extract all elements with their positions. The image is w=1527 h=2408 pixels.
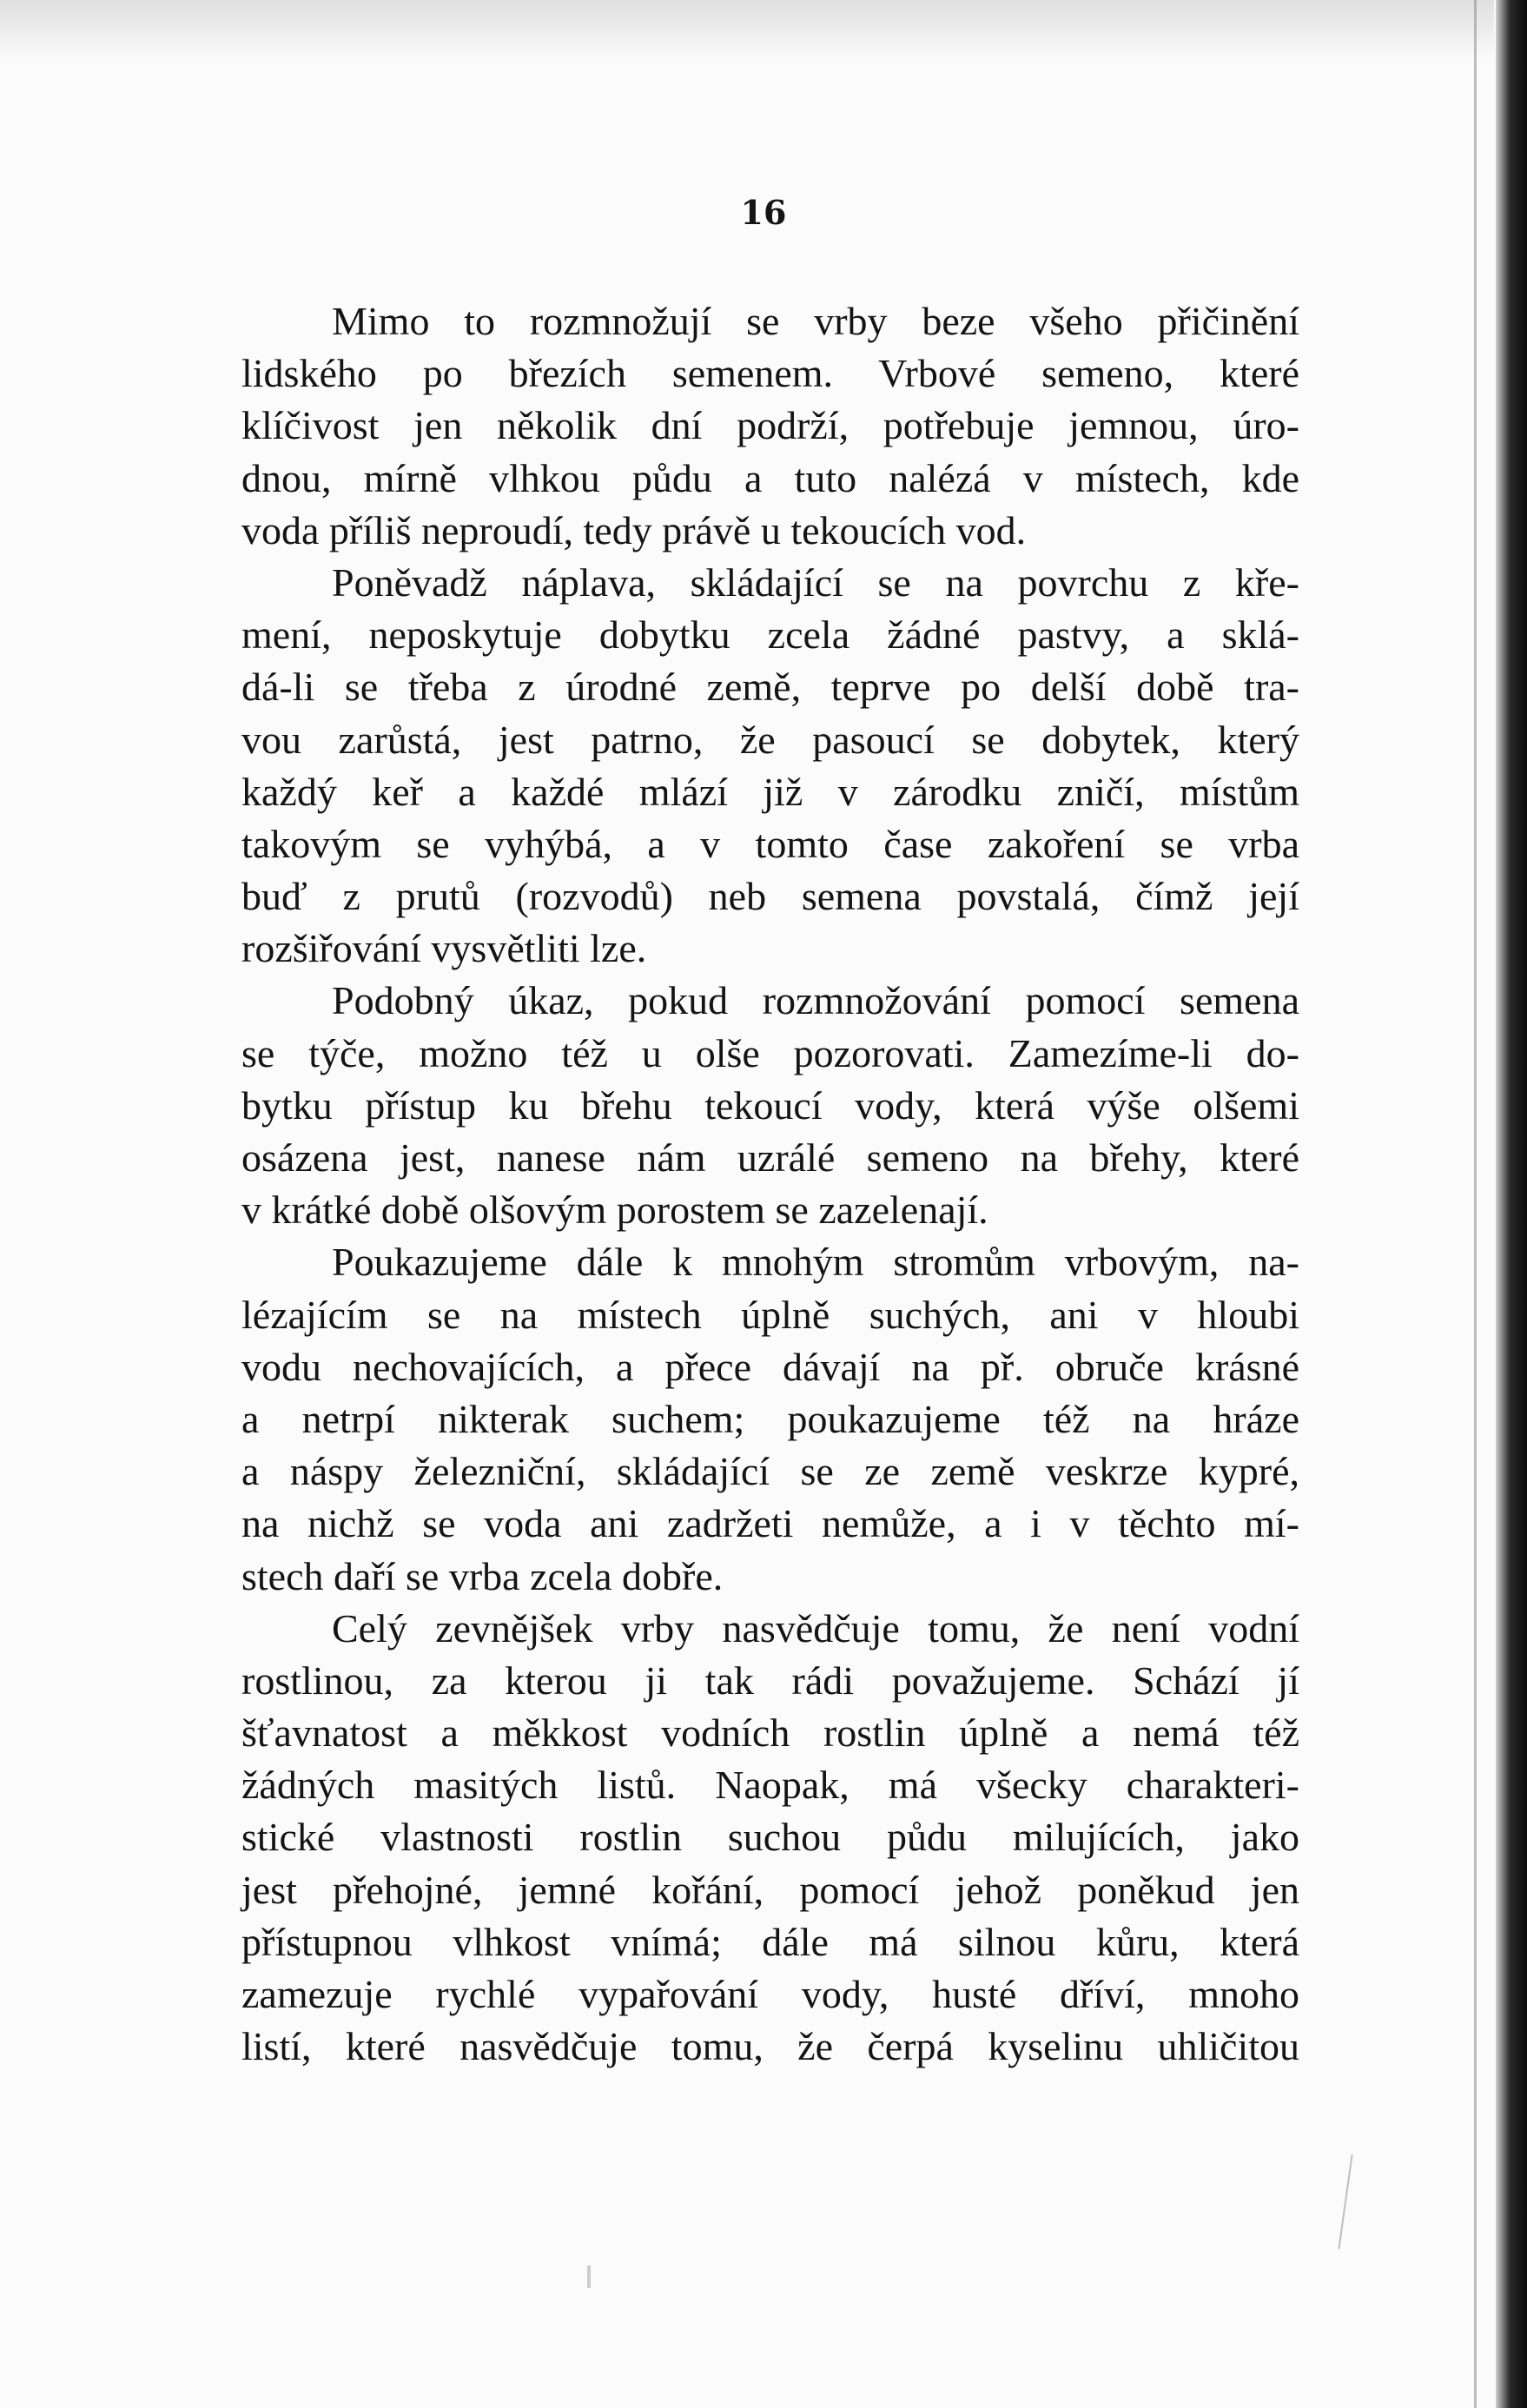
text-line: Poněvadž náplava, skládající se na povrchu z kře- bbox=[332, 559, 1299, 605]
text-line: a náspy železniční, skládající se ze země veskrze kypré, bbox=[241, 1449, 1299, 1494]
text-line: dá-li se třeba z úrodné země, teprve po delší době tra- bbox=[241, 665, 1299, 710]
text-line: jest přehojné, jemné kořání, pomocí jehož poněkud jen bbox=[241, 1867, 1299, 1912]
scan-speck bbox=[587, 2266, 591, 2288]
text-line: lézajícím se na místech úplně suchých, ani v hloubi bbox=[241, 1292, 1299, 1337]
text-line: takovým se vyhýbá, a v tomto čase zakoření se vrba bbox=[241, 821, 1299, 866]
text-line: stické vlastnosti rostlin suchou půdu milujících, jako bbox=[241, 1815, 1299, 1860]
text-line: voda příliš neproudí, tedy právě u tekoucích vod. bbox=[241, 507, 1027, 552]
text-line: v krátké době olšovým porostem se zazelenají. bbox=[241, 1187, 988, 1233]
page-edge-line bbox=[1474, 0, 1477, 2408]
text-line: vou zarůstá, jest patrno, že pasoucí se dobytek, který bbox=[241, 717, 1299, 762]
text-line: zamezuje rychlé vypařování vody, husté dříví, mnoho bbox=[241, 1972, 1299, 2016]
text-line: šťavnatost a měkkost vodních rostlin úplně a nemá též bbox=[241, 1710, 1299, 1756]
text-line: a netrpí nikterak suchem; poukazujeme též na hráze bbox=[241, 1396, 1299, 1441]
text-line: každý keř a každé mlází již v zárodku zničí, místům bbox=[241, 769, 1299, 814]
text-line: bytku přístup ku břehu tekoucí vody, která výše olšemi bbox=[241, 1082, 1299, 1128]
pencil-mark bbox=[1338, 2154, 1358, 2250]
page-edge-shadow bbox=[1496, 0, 1527, 2408]
text-line: buď z prutů (rozvodů) neb semena povstalá, čímž její bbox=[241, 874, 1299, 919]
text-line: dnou, mírně vlhkou půdu a tuto nalézá v místech, kde bbox=[241, 455, 1299, 500]
scan-smudge bbox=[0, 0, 1494, 61]
text-line: listí, které nasvědčuje tomu, že čerpá kyselinu uhličitou bbox=[241, 2024, 1299, 2069]
text-line: rozšiřování vysvětliti lze. bbox=[241, 926, 647, 971]
text-line: Mimo to rozmnožují se vrby beze všeho přičinění bbox=[332, 299, 1299, 343]
text-line: Poukazujeme dále k mnohým stromům vrbovým, na- bbox=[332, 1240, 1299, 1285]
text-line: vodu nechovajících, a přece dávají na př. obruče krásné bbox=[241, 1344, 1299, 1389]
text-line: Celý zevnějšek vrby nasvědčuje tomu, že není vodní bbox=[332, 1605, 1299, 1651]
text-line: stech daří se vrba zcela dobře. bbox=[241, 1553, 724, 1598]
text-line: Podobný úkaz, pokud rozmnožování pomocí semena bbox=[332, 978, 1299, 1023]
text-line: klíčivost jen několik dní podrží, potřebuje jemnou, úro- bbox=[241, 403, 1299, 448]
text-line: přístupnou vlhkost vnímá; dále má silnou kůru, která bbox=[241, 1919, 1299, 1964]
text-line: na nichž se voda ani zadržeti nemůže, a i v těchto mí- bbox=[241, 1501, 1299, 1546]
body-text bbox=[241, 295, 1299, 2073]
page-number: 16 bbox=[740, 193, 787, 232]
text-line: žádných masitých listů. Naopak, má všecky charakteri- bbox=[241, 1763, 1299, 1808]
text-line: se týče, možno též u olše pozorovati. Zamezíme-li do- bbox=[241, 1030, 1299, 1075]
text-line: rostlinou, za kterou ji tak rádi považujeme. Schází jí bbox=[241, 1657, 1299, 1703]
text-line: lidského po březích semenem. Vrbové semeno, které bbox=[241, 351, 1299, 396]
text-line: mení, neposkytuje dobytku zcela žádné pastvy, a sklá- bbox=[241, 612, 1299, 658]
text-line: osázena jest, nanese nám uzrálé semeno na břehy, které bbox=[241, 1135, 1299, 1180]
